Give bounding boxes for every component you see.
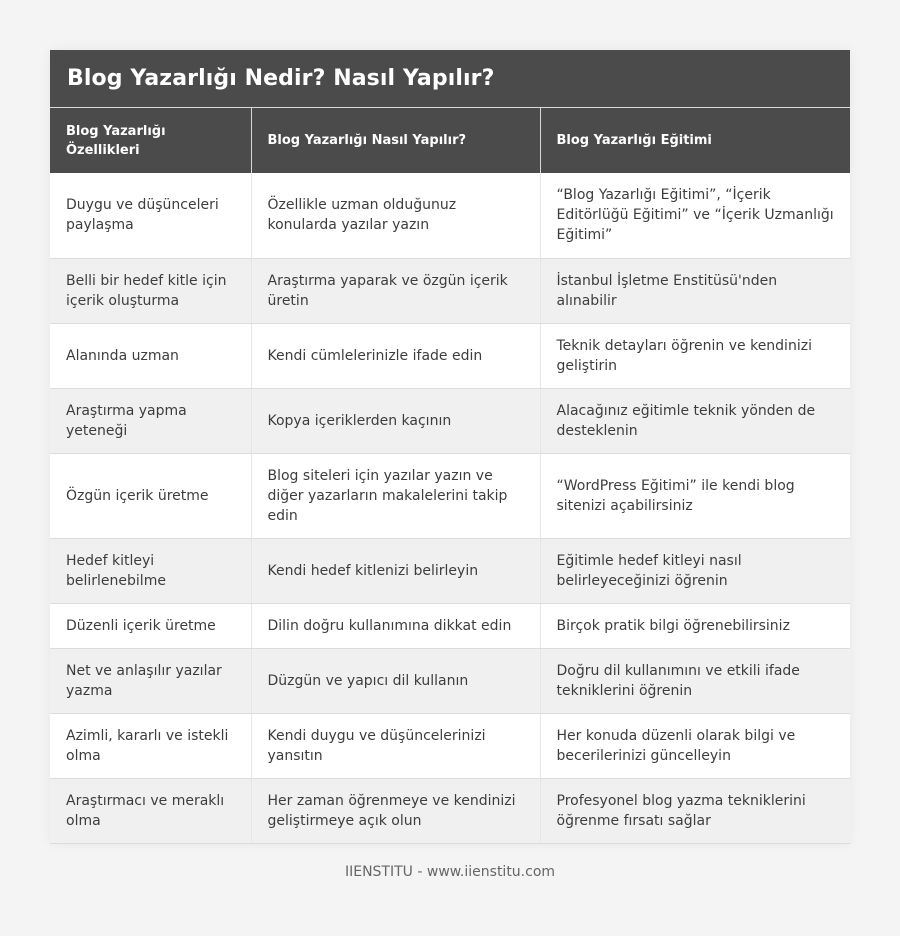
- table-row: [50, 603, 850, 648]
- table-cell: Kendi cümlelerinizle ifade edin: [251, 323, 540, 388]
- footer-credit: IIENSTITU - www.iienstitu.com: [344, 864, 556, 880]
- table-row: [50, 648, 850, 713]
- table-cell: Düzenli içerik üretme: [50, 603, 251, 648]
- table-row: [50, 713, 850, 778]
- table-cell: “Blog Yazarlığı Eğitimi”, “İçerik Editörlüğü Eğitimi” ve “İçerik Uzmanlığı Eğitimi”: [540, 173, 850, 258]
- table-row: [50, 778, 850, 843]
- table-cell: Özgün içerik üretme: [50, 453, 251, 538]
- table-body: [50, 173, 850, 843]
- table-cell: Kendi duygu ve düşüncelerinizi yansıtın: [251, 713, 540, 778]
- table-cell: Azimli, kararlı ve istekli olma: [50, 713, 251, 778]
- table-cell: Araştırmacı ve meraklı olma: [50, 778, 251, 843]
- table-cell: Kopya içeriklerden kaçının: [251, 388, 540, 453]
- table-header: [50, 108, 850, 173]
- table-cell: Araştırma yaparak ve özgün içerik üretin: [251, 258, 540, 323]
- table-row: [50, 453, 850, 538]
- column-header-how-to: Blog Yazarlığı Nasıl Yapılır?: [251, 108, 540, 173]
- table-cell: Hedef kitleyi belirlenebilme: [50, 538, 251, 603]
- table-row: [50, 538, 850, 603]
- table-row: [50, 173, 850, 258]
- table-cell: Doğru dil kullanımını ve etkili ifade tekniklerini öğrenin: [540, 648, 850, 713]
- table-cell: “WordPress Eğitimi” ile kendi blog sitenizi açabilirsiniz: [540, 453, 850, 538]
- table-cell: Net ve anlaşılır yazılar yazma: [50, 648, 251, 713]
- table-cell: Her zaman öğrenmeye ve kendinizi geliştirmeye açık olun: [251, 778, 540, 843]
- column-header-training: Blog Yazarlığı Eğitimi: [540, 108, 850, 173]
- table-cell: Her konuda düzenli olarak bilgi ve becerilerinizi güncelleyin: [540, 713, 850, 778]
- table-cell: Profesyonel blog yazma tekniklerini öğrenme fırsatı sağlar: [540, 778, 850, 843]
- table-row: [50, 323, 850, 388]
- table-cell: İstanbul İşletme Enstitüsü'nden alınabilir: [540, 258, 850, 323]
- table-cell: Araştırma yapma yeteneği: [50, 388, 251, 453]
- table-cell: Özellikle uzman olduğunuz konularda yazılar yazın: [251, 173, 540, 258]
- column-header-features: Blog Yazarlığı Özellikleri: [50, 108, 251, 173]
- table-cell: Belli bir hedef kitle için içerik oluşturma: [50, 258, 251, 323]
- table-cell: Dilin doğru kullanımına dikkat edin: [251, 603, 540, 648]
- data-table: [50, 108, 850, 844]
- table-cell: Teknik detayları öğrenin ve kendinizi geliştirin: [540, 323, 850, 388]
- table-title: Blog Yazarlığı Nedir? Nasıl Yapılır?: [50, 50, 850, 108]
- table-cell: Kendi hedef kitlenizi belirleyin: [251, 538, 540, 603]
- table-row: [50, 258, 850, 323]
- table-cell: Alacağınız eğitimle teknik yönden de desteklenin: [540, 388, 850, 453]
- table-card: [50, 50, 850, 844]
- table-cell: Duygu ve düşünceleri paylaşma: [50, 173, 251, 258]
- table-cell: Düzgün ve yapıcı dil kullanın: [251, 648, 540, 713]
- table-cell: Eğitimle hedef kitleyi nasıl belirleyeceğinizi öğrenin: [540, 538, 850, 603]
- table-cell: Alanında uzman: [50, 323, 251, 388]
- table-row: [50, 388, 850, 453]
- header-row: [50, 108, 850, 173]
- table-cell: Blog siteleri için yazılar yazın ve diğer yazarların makalelerini takip edin: [251, 453, 540, 538]
- table-cell: Birçok pratik bilgi öğrenebilirsiniz: [540, 603, 850, 648]
